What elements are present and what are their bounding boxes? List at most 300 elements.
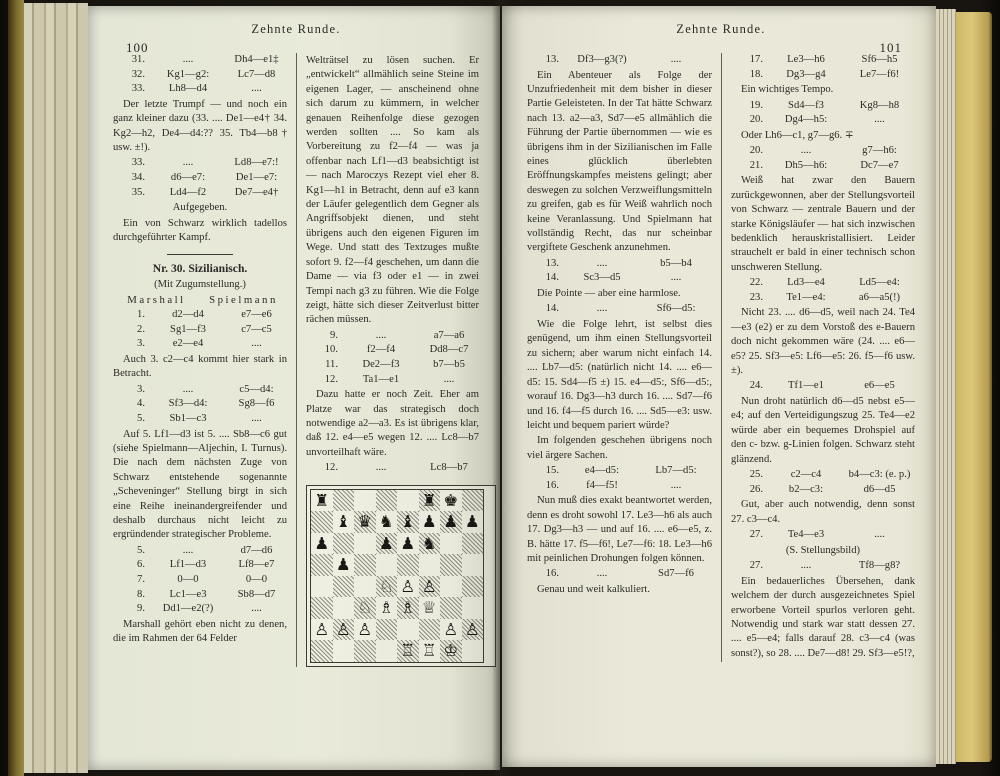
white-move: .... bbox=[800, 560, 812, 572]
move-row bbox=[731, 528, 915, 543]
chess-piece: ♙ bbox=[443, 619, 459, 639]
board-square bbox=[354, 554, 376, 576]
left-page bbox=[88, 6, 500, 770]
board-square bbox=[311, 554, 333, 576]
black-move: c7—c5 bbox=[241, 323, 272, 335]
board-square bbox=[419, 640, 441, 662]
move-number: 27. bbox=[749, 529, 763, 541]
move-number: 22. bbox=[749, 277, 763, 289]
annotation-paragraph: Der letzte Trumpf — und noch ein ganz kleiner dazu (33. .... De1—e4† 34. Kg2—h2, De4—d4:?? 35. Tb4—b8† usw. ±!). bbox=[113, 98, 287, 153]
board-square bbox=[462, 619, 484, 641]
left-page-columns bbox=[104, 53, 488, 667]
black-move: De7—e4† bbox=[234, 186, 279, 198]
white-move: Kg1—g2: bbox=[166, 68, 210, 80]
white-move: Dd1—e2(?) bbox=[162, 603, 214, 615]
black-move: a7—a6 bbox=[433, 329, 465, 341]
white-move: Tf1—e1 bbox=[788, 380, 824, 392]
move-number: 10. bbox=[324, 344, 338, 356]
move-number: 9. bbox=[330, 329, 338, 341]
black-move: Sg8—f6 bbox=[238, 398, 275, 410]
black-move: b5—b4 bbox=[660, 257, 692, 269]
move-number: 6. bbox=[137, 559, 145, 571]
black-move: g7—h6: bbox=[862, 145, 897, 157]
move-row bbox=[527, 53, 712, 68]
move-row bbox=[306, 373, 479, 388]
black-move: Lc7—d8 bbox=[237, 68, 276, 80]
chess-piece: ♛ bbox=[357, 512, 373, 532]
board-square bbox=[354, 576, 376, 598]
chess-piece: ♙ bbox=[400, 576, 416, 596]
black-move: a6—a5(!) bbox=[858, 291, 901, 303]
board-square bbox=[333, 490, 355, 512]
board-square bbox=[333, 619, 355, 641]
board-square bbox=[462, 597, 484, 619]
move-number: 35. bbox=[131, 186, 145, 198]
black-move: .... bbox=[670, 479, 682, 491]
board-square bbox=[397, 533, 419, 555]
black-move: d7—d6 bbox=[240, 544, 273, 556]
board-square bbox=[419, 554, 441, 576]
board-square bbox=[440, 533, 462, 555]
black-move: Sb8—d7 bbox=[237, 588, 276, 600]
white-move: .... bbox=[596, 568, 608, 580]
board-square bbox=[333, 533, 355, 555]
annotation-paragraph: Auf 5. Lf1—d3 ist 5. .... Sb8—c6 gut (siehe Spielmann—Aljechin, I. Turnus). Die nach dem nächsten Zuge von Schwarz entstehende sogenannte „Scheveninger“ Stellung birgt in sich eine Reihe ineinandergreifender und deshalb durchaus nicht leicht zu ergründender strategischer Probleme. bbox=[113, 428, 287, 541]
move-number: 8. bbox=[137, 588, 145, 600]
move-row bbox=[527, 567, 712, 582]
board-square bbox=[354, 511, 376, 533]
black-move: Dd8—c7 bbox=[429, 344, 469, 356]
right-page-content bbox=[518, 22, 924, 759]
board-square bbox=[354, 533, 376, 555]
annotation-paragraph: Ein wichtiges Tempo. bbox=[741, 84, 834, 96]
game-heading: Nr. 30. Sizilianisch. bbox=[152, 261, 248, 275]
board-square bbox=[440, 619, 462, 641]
chess-piece: ♝ bbox=[335, 512, 351, 532]
move-row bbox=[731, 99, 915, 114]
white-move: .... bbox=[375, 462, 387, 474]
move-row bbox=[306, 358, 479, 373]
move-number: 26. bbox=[749, 483, 763, 495]
move-number: 17. bbox=[749, 54, 763, 65]
annotation-paragraph: Genau und weit kalkuliert. bbox=[537, 583, 650, 595]
board-square bbox=[333, 597, 355, 619]
board-square bbox=[376, 533, 398, 555]
move-row bbox=[113, 82, 287, 97]
chess-piece: ♟ bbox=[421, 512, 437, 532]
move-row bbox=[731, 468, 915, 483]
board-square bbox=[419, 597, 441, 619]
white-move: .... bbox=[182, 544, 194, 556]
white-move: e2—e4 bbox=[172, 338, 204, 350]
white-move: 0—0 bbox=[177, 574, 199, 585]
move-number: 5. bbox=[137, 412, 145, 424]
board-square bbox=[376, 619, 398, 641]
move-list bbox=[731, 276, 915, 305]
right-page-columns bbox=[518, 53, 924, 662]
black-move: .... bbox=[874, 114, 885, 126]
annotation-paragraph: Ein von Schwarz wirklich tadellos durchgeführter Kampf. bbox=[113, 217, 287, 244]
move-row bbox=[113, 156, 287, 171]
board-square bbox=[311, 619, 333, 641]
board-square bbox=[376, 576, 398, 598]
board-square bbox=[419, 576, 441, 598]
black-move: .... bbox=[670, 54, 682, 65]
chess-piece: ♝ bbox=[400, 512, 416, 532]
annotation-paragraph: Nicht 23. .... d6—d5, weil nach 24. Te4—e3 (e2) er zu dem Vorstoß des e-Bauern doch nicht gekommen wäre (24. .... e6—e5? 25. Sf3—e5: Lf6—e5: 26. f5—f6 usw. ±). bbox=[731, 307, 915, 377]
move-number: 21. bbox=[749, 159, 763, 171]
annotation-paragraph: Gut, aber auch notwendig, denn sonst 27. c3—c4. bbox=[731, 499, 915, 525]
move-row bbox=[527, 271, 712, 286]
move-row bbox=[113, 68, 287, 83]
white-move: Sc3—d5 bbox=[583, 272, 621, 284]
text-column-4 bbox=[721, 53, 924, 662]
page-stack-edge-right bbox=[936, 9, 956, 764]
move-number: 14. bbox=[545, 272, 559, 284]
annotation-paragraph: Nun droht natürlich d6—d5 nebst e5—e4; auf den Verteidigungszug 25. Te4—e2 würde aber ein bequemes Drohspiel auf den c- bzw. g-Linien folgen. Schwarz steht glänzend. bbox=[731, 396, 915, 465]
move-list bbox=[731, 468, 915, 497]
chess-piece: ♖ bbox=[400, 641, 416, 661]
board-square bbox=[419, 511, 441, 533]
board-square bbox=[419, 490, 441, 512]
move-row bbox=[731, 68, 915, 83]
move-row bbox=[113, 412, 287, 427]
chess-piece: ♜ bbox=[421, 490, 437, 510]
white-move: f4—f5! bbox=[586, 479, 618, 491]
board-square bbox=[311, 490, 333, 512]
move-list bbox=[113, 308, 287, 352]
white-move: Ld4—f2 bbox=[169, 186, 207, 198]
chess-piece: ♗ bbox=[400, 598, 416, 618]
chess-piece: ♗ bbox=[378, 598, 394, 618]
move-number: 16. bbox=[545, 568, 559, 580]
white-move: .... bbox=[800, 145, 812, 157]
annotation-paragraph: Wie die Folge lehrt, ist selbst dies genügend, um ihm einen Stellungsvorteil zu sichern; aber warum nicht einfach 14. .... Lb7—d5: (natürlich nicht 14. .... e6—d5: 15. Sd4—f5 ±) 15. e4—d5:, Sf6—d5:, worauf 16. Dg3—h3 durch 16. .... Sd7—f6 und 16. f4—f5 durch 16. .... Sd5—e3: usw. leicht und bequem pariert würde? bbox=[527, 319, 712, 431]
move-number: 13. bbox=[545, 54, 559, 65]
white-move: Sg1—f3 bbox=[170, 323, 206, 335]
board-square bbox=[397, 640, 419, 662]
board-square bbox=[311, 597, 333, 619]
board-square bbox=[354, 490, 376, 512]
move-number: 7. bbox=[137, 574, 145, 585]
black-move: Lf8—e7 bbox=[238, 559, 275, 571]
move-number: 33. bbox=[131, 83, 145, 95]
move-list bbox=[113, 383, 287, 427]
black-move: b7—b5 bbox=[433, 358, 465, 370]
black-move: De1—e7: bbox=[235, 172, 278, 183]
board-square bbox=[354, 640, 376, 662]
move-number: 18. bbox=[749, 68, 763, 80]
move-number: 12. bbox=[324, 462, 338, 474]
black-move: .... bbox=[443, 373, 455, 385]
move-list bbox=[527, 464, 712, 493]
white-move: f2—f4 bbox=[366, 344, 396, 356]
white-move: Lc1—e3 bbox=[169, 588, 207, 600]
move-row bbox=[113, 171, 287, 186]
board-square bbox=[462, 533, 484, 555]
move-list bbox=[731, 53, 915, 82]
white-move: c2—c4 bbox=[790, 469, 822, 481]
board-square bbox=[333, 640, 355, 662]
chess-piece: ♘ bbox=[357, 598, 373, 618]
black-move: c5—d4: bbox=[239, 383, 274, 395]
move-list bbox=[113, 544, 287, 617]
annotation-paragraph: Dazu hatte er noch Zeit. Eher am Platze war das strategisch doch notwendige a2—a3. Es ist übrigens klar, daß 12. e4—e5 wegen 12. .... Lc8—b7 unvorteilhaft wäre. bbox=[306, 389, 479, 458]
move-row bbox=[113, 323, 287, 338]
move-number: 25. bbox=[749, 469, 763, 481]
black-move: Le7—f6! bbox=[859, 68, 900, 80]
black-move: Dh4—e1‡ bbox=[234, 54, 279, 65]
page-number-left: 100 bbox=[126, 40, 149, 55]
book-cover-edge-right bbox=[956, 12, 992, 762]
move-row bbox=[527, 257, 712, 272]
move-row bbox=[527, 464, 712, 479]
move-row bbox=[731, 379, 915, 394]
chess-board bbox=[310, 489, 484, 663]
chess-piece: ♚ bbox=[443, 490, 459, 510]
board-square bbox=[397, 511, 419, 533]
centered-line: (S. Stellungsbild) bbox=[785, 544, 861, 556]
white-move: .... bbox=[182, 383, 194, 395]
board-square bbox=[376, 511, 398, 533]
board-square bbox=[440, 490, 462, 512]
board-square bbox=[462, 511, 484, 533]
annotation-paragraph: Auch 3. c2—c4 kommt hier stark in Betracht. bbox=[113, 353, 287, 380]
board-square bbox=[462, 490, 484, 512]
move-number: 20. bbox=[749, 114, 763, 126]
move-row bbox=[113, 383, 287, 398]
move-number: 19. bbox=[749, 99, 763, 111]
chess-piece: ♟ bbox=[335, 555, 351, 575]
white-move: .... bbox=[596, 257, 608, 269]
board-square bbox=[311, 640, 333, 662]
move-list bbox=[306, 461, 479, 476]
move-number: 13. bbox=[545, 257, 559, 269]
move-number: 14. bbox=[545, 303, 559, 315]
white-move: De2—f3 bbox=[362, 358, 400, 370]
book-cover-edge-left bbox=[8, 0, 24, 776]
move-number: 33. bbox=[131, 157, 145, 169]
black-move: d6—d5 bbox=[863, 483, 896, 495]
black-move: Dc7—e7 bbox=[860, 159, 899, 171]
move-number: 4. bbox=[137, 398, 145, 410]
chess-piece: ♙ bbox=[464, 619, 480, 639]
move-number: 3. bbox=[137, 383, 145, 395]
move-number: 11. bbox=[325, 358, 338, 370]
board-square bbox=[440, 597, 462, 619]
white-move: Dg3—g4 bbox=[786, 68, 826, 80]
chess-piece: ♙ bbox=[357, 619, 373, 639]
move-row bbox=[306, 329, 479, 344]
move-row bbox=[113, 337, 287, 352]
white-move: Sf3—d4: bbox=[168, 398, 208, 410]
white-move: Ta1—e1 bbox=[362, 373, 400, 385]
black-player-name: Spielmann bbox=[209, 294, 278, 307]
move-number: 2. bbox=[137, 323, 145, 335]
move-list bbox=[731, 99, 915, 128]
move-row bbox=[731, 483, 915, 498]
left-page-content bbox=[104, 22, 488, 762]
move-list bbox=[527, 257, 712, 286]
move-list bbox=[527, 53, 712, 68]
black-move: Lb7—d5: bbox=[655, 465, 697, 477]
move-number: 16. bbox=[545, 479, 559, 491]
move-number: 32. bbox=[131, 68, 145, 80]
move-row bbox=[113, 397, 287, 412]
black-move: Sf6—d5: bbox=[656, 303, 696, 315]
board-square bbox=[333, 511, 355, 533]
move-number: 3. bbox=[137, 338, 145, 350]
move-list bbox=[527, 302, 712, 317]
chess-piece: ♞ bbox=[421, 533, 437, 553]
move-row bbox=[113, 602, 287, 617]
board-square bbox=[311, 576, 333, 598]
white-move: Te1—e4: bbox=[786, 291, 826, 303]
chess-piece: ♟ bbox=[400, 533, 416, 553]
black-move: e7—e6 bbox=[241, 309, 272, 321]
move-row bbox=[731, 559, 915, 574]
black-move: Kg8—h8 bbox=[859, 99, 900, 111]
move-row bbox=[113, 186, 287, 201]
white-move: Le3—h6 bbox=[787, 54, 825, 65]
board-square bbox=[376, 597, 398, 619]
board-square bbox=[376, 640, 398, 662]
chess-piece: ♞ bbox=[378, 512, 394, 532]
chess-piece: ♜ bbox=[314, 490, 330, 510]
white-move: b2—c3: bbox=[788, 483, 824, 495]
move-row bbox=[306, 343, 479, 358]
white-move: d2—d4 bbox=[172, 309, 204, 321]
move-row bbox=[527, 302, 712, 317]
black-move: Ld8—e7:! bbox=[234, 157, 279, 169]
move-number: 31. bbox=[131, 54, 145, 65]
white-move: .... bbox=[182, 54, 194, 65]
black-move: Sd7—f6 bbox=[658, 568, 694, 580]
white-move: e4—d5: bbox=[584, 465, 620, 477]
move-number: 5. bbox=[137, 544, 145, 556]
chess-piece: ♙ bbox=[421, 576, 437, 596]
move-row bbox=[731, 113, 915, 128]
board-square bbox=[419, 619, 441, 641]
move-number: 24. bbox=[749, 380, 763, 392]
board-square bbox=[333, 554, 355, 576]
board-square bbox=[397, 490, 419, 512]
move-row bbox=[731, 159, 915, 174]
white-move: Lh8—d4 bbox=[168, 83, 208, 95]
move-list bbox=[113, 53, 287, 97]
board-square bbox=[333, 576, 355, 598]
chess-piece: ♕ bbox=[421, 598, 437, 618]
annotation-paragraph: Im folgenden geschehen übrigens noch viel ärgere Sachen. bbox=[527, 435, 712, 461]
black-move: Lc8—b7 bbox=[430, 462, 468, 474]
white-move: d6—e7: bbox=[170, 172, 206, 183]
move-number: 34. bbox=[131, 172, 145, 183]
white-move: .... bbox=[596, 303, 608, 315]
black-move: .... bbox=[251, 83, 262, 95]
chess-diagram bbox=[306, 485, 496, 667]
board-square bbox=[397, 619, 419, 641]
white-player-name: Marshall bbox=[127, 294, 186, 307]
right-page bbox=[502, 6, 936, 767]
annotation-paragraph: Die Pointe — aber eine harmlose. bbox=[537, 288, 681, 300]
move-row bbox=[527, 479, 712, 494]
move-list bbox=[731, 379, 915, 394]
move-number: 1. bbox=[137, 309, 145, 321]
chess-piece: ♙ bbox=[314, 619, 330, 639]
black-move: Sf6—h5 bbox=[861, 54, 898, 65]
move-row bbox=[731, 276, 915, 291]
white-move: Dh5—h6: bbox=[784, 159, 828, 171]
white-move: Df3—g3(?) bbox=[577, 54, 627, 65]
player-names bbox=[113, 294, 287, 306]
centered-line: Aufgegeben. bbox=[172, 202, 228, 214]
board-square bbox=[376, 490, 398, 512]
white-move: .... bbox=[182, 157, 194, 169]
text-column-3 bbox=[518, 53, 721, 598]
chess-piece: ♘ bbox=[378, 576, 394, 596]
board-square bbox=[462, 576, 484, 598]
board-square bbox=[397, 576, 419, 598]
board-square bbox=[440, 511, 462, 533]
running-header-left: Zehnte Runde. bbox=[251, 22, 341, 36]
black-move: e6—e5 bbox=[864, 380, 895, 392]
page-number-right: 101 bbox=[879, 40, 902, 55]
white-move: Sd4—f3 bbox=[788, 99, 824, 111]
board-square bbox=[354, 597, 376, 619]
chess-piece: ♟ bbox=[443, 512, 459, 532]
annotation-paragraph: Nun muß dies exakt beantwortet werden, denn es droht sowohl 17. Le3—h6 als auch 17. Dg3—h3 — und auf 16. .... e6—e5, z. B. hätte 17. f5—f6!, Le7—f6: 18. Le3—h6 mit peinlichen Drohungen folgen können. bbox=[527, 495, 712, 564]
board-square bbox=[440, 576, 462, 598]
chess-piece: ♙ bbox=[335, 619, 351, 639]
board-square bbox=[311, 533, 333, 555]
move-list bbox=[731, 559, 915, 574]
running-header-right: Zehnte Runde. bbox=[676, 22, 766, 36]
board-square bbox=[462, 554, 484, 576]
board-square bbox=[440, 640, 462, 662]
section-divider bbox=[167, 254, 233, 255]
chess-piece: ♖ bbox=[421, 641, 437, 661]
move-list bbox=[527, 567, 712, 582]
board-square bbox=[311, 511, 333, 533]
black-move: Ld5—e4: bbox=[859, 277, 900, 289]
chess-piece: ♟ bbox=[378, 533, 394, 553]
move-number: 9. bbox=[137, 603, 145, 615]
black-move: .... bbox=[874, 529, 885, 541]
black-move: Tf8—g8? bbox=[858, 560, 901, 572]
white-move: Lf1—d3 bbox=[169, 559, 207, 571]
move-number: 15. bbox=[545, 465, 559, 477]
black-move: .... bbox=[251, 412, 262, 424]
centered-line: (Mit Zugumstellung.) bbox=[154, 278, 246, 290]
move-row bbox=[113, 308, 287, 323]
move-row bbox=[731, 291, 915, 306]
black-move: b4—c3: (e. p.) bbox=[848, 469, 911, 481]
board-square bbox=[440, 554, 462, 576]
move-number: 27. bbox=[749, 560, 763, 572]
move-row bbox=[113, 573, 287, 588]
white-move: .... bbox=[375, 329, 387, 341]
move-number: 20. bbox=[749, 145, 763, 157]
move-list bbox=[113, 156, 287, 200]
move-row bbox=[113, 544, 287, 559]
chess-piece: ♔ bbox=[443, 641, 459, 661]
text-column-1 bbox=[104, 53, 296, 648]
move-list bbox=[731, 144, 915, 173]
board-square bbox=[397, 554, 419, 576]
board-square bbox=[462, 640, 484, 662]
board-square bbox=[419, 533, 441, 555]
white-move: Dg4—h5: bbox=[784, 114, 828, 126]
